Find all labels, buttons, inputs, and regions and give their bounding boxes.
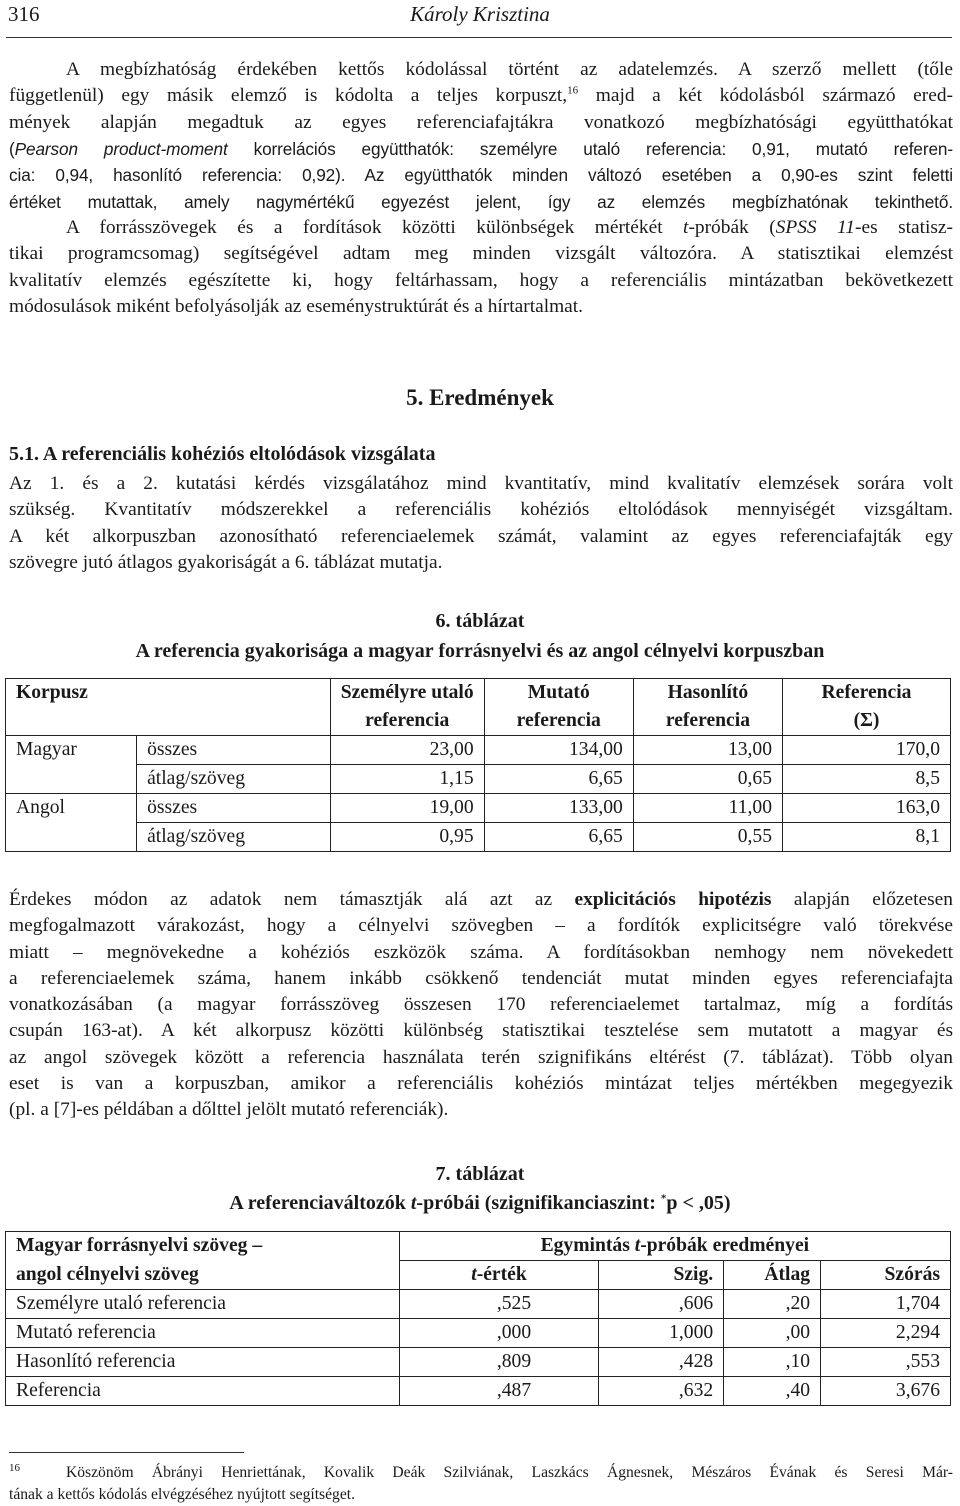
col-header-szoras: Szórás bbox=[821, 1261, 951, 1290]
cell: 1,000 bbox=[599, 1319, 724, 1348]
header-divider bbox=[6, 37, 952, 38]
col-header: Referencia bbox=[783, 679, 951, 708]
row-label: átlag/szöveg bbox=[137, 765, 331, 794]
text-line: tikai programcsomag) segítségével adtam meg minden vizsgált változóra. A statisztikai elemzést bbox=[9, 243, 954, 265]
cell: ,40 bbox=[724, 1377, 821, 1406]
row-label: összes bbox=[137, 794, 331, 823]
text-line: csupán 163-at). A két alkorpusz közötti különbség statisztikai tesztelése sem mutatott a magyar és bbox=[9, 1020, 953, 1042]
cell: ,428 bbox=[599, 1348, 724, 1377]
footnote-divider bbox=[9, 1452, 244, 1453]
page-number: 316 bbox=[8, 2, 40, 26]
footnote-ref: 16 bbox=[567, 84, 579, 97]
table-row bbox=[6, 1319, 951, 1348]
cell: ,525 bbox=[399, 1290, 599, 1319]
cell: 133,00 bbox=[484, 794, 633, 823]
cell: 23,00 bbox=[330, 736, 484, 765]
cell: 0,95 bbox=[330, 823, 484, 852]
text-line: A két alkorpuszban azonosítható referenciaelemek számát, valamint az egyes referenciafajták egy bbox=[9, 525, 953, 547]
cell: 11,00 bbox=[633, 794, 782, 823]
results-paragraph bbox=[9, 471, 953, 576]
table-row bbox=[6, 736, 951, 765]
cell: ,10 bbox=[724, 1348, 821, 1377]
text-line: értéket mutattak, amely nagymértékű egyezést jelent, így az elemzés megbízhatónak tekinthető. bbox=[9, 191, 953, 212]
cell: 0,55 bbox=[633, 823, 782, 852]
text-line: megfogalmazott várakozást, hogy a célnyelvi szövegben – a fordítók explicitségre való törekvése bbox=[9, 915, 953, 937]
row-group-label: Magyar bbox=[6, 736, 137, 794]
table-header-row bbox=[6, 1232, 951, 1261]
methods-paragraph-sans bbox=[9, 136, 953, 215]
row-label: Mutató referencia bbox=[6, 1319, 400, 1348]
row-label: Hasonlító referencia bbox=[6, 1348, 400, 1377]
text-line: szövegre jutó átlagos gyakoriságát a 6. táblázat mutatja. bbox=[9, 551, 443, 573]
row-group-label: Angol bbox=[6, 794, 137, 852]
col-header-group: Egymintás t-próbák eredményei bbox=[399, 1232, 950, 1261]
table-row bbox=[6, 765, 951, 794]
footnote-number: 16 bbox=[9, 1461, 20, 1474]
cell: 8,5 bbox=[783, 765, 951, 794]
table-header-row bbox=[6, 1261, 951, 1290]
text-line: miatt – megnövekedne a kohéziós eszközök száma. A fordításokban nemhogy nem növekedett bbox=[9, 941, 953, 963]
table-row bbox=[6, 1348, 951, 1377]
text-line: mények alapján megadtuk az egyes referenciafajtákra vonatkozó megbízhatósági együtthatókat bbox=[9, 111, 953, 133]
row-label: összes bbox=[137, 736, 331, 765]
cell: 3,676 bbox=[821, 1377, 951, 1406]
table6-caption: A referencia gyakorisága a magyar forrásnyelvi és az angol célnyelvi korpuszban bbox=[135, 640, 825, 662]
text-line: kvalitatív elemzés egészítette ki, hogy feltárhassam, hogy a referenciális mintázatban bekövetkezett bbox=[9, 269, 953, 291]
text-line: függetlenül) egy másik elemző is kódolta a teljes korpuszt,$^{16}$ majd a két kódolásból származó ered- bbox=[9, 84, 953, 107]
table-row bbox=[6, 1377, 951, 1406]
cell: 170,0 bbox=[783, 736, 951, 765]
cell: 6,65 bbox=[484, 823, 633, 852]
discussion-paragraph bbox=[9, 887, 953, 1124]
cell: 6,65 bbox=[484, 765, 633, 794]
text-line: módosulások miként befolyásolják az eseménystruktúrát és a hírtartalmat. bbox=[9, 295, 584, 317]
table-row bbox=[6, 823, 951, 852]
cell: 8,1 bbox=[783, 823, 951, 852]
footnote bbox=[9, 1462, 953, 1506]
cell: 134,00 bbox=[484, 736, 633, 765]
col-header-atlag: Átlag bbox=[724, 1261, 821, 1290]
col-header-szig: Szig. bbox=[599, 1261, 724, 1290]
table6 bbox=[5, 678, 951, 852]
cell: 19,00 bbox=[330, 794, 484, 823]
section-title: 5. Eredmények bbox=[406, 385, 554, 410]
table-header-row bbox=[6, 679, 951, 708]
table-row bbox=[6, 1290, 951, 1319]
col-header-t-ertek: t-érték bbox=[399, 1261, 599, 1290]
text-line: (pl. a [7]-es példában a dőlttel jelölt mutató referenciák). bbox=[9, 1099, 449, 1121]
cell: 163,0 bbox=[783, 794, 951, 823]
text-line: tának a kettős kódolás elvégzéséhez nyújtott segítséget. bbox=[9, 1486, 355, 1503]
text-line: $^{16}$ Köszönöm Ábrányi Henriettának, Kovalik Deák Szilviának, Laszkács Ágnesnek, Mészáros Évának és Seresi Már- bbox=[9, 1461, 953, 1481]
text-line: vonatkozásában (a magyar forrásszöveg összesen 170 referenciaelemet tartalmaz, míg a fordítás bbox=[9, 994, 953, 1016]
text-line: a referenciaelemek száma, hanem inkább csökkenő tendenciát mutat minden egyes referenciafajta bbox=[9, 967, 953, 989]
cell: 1,704 bbox=[821, 1290, 951, 1319]
table7 bbox=[5, 1231, 951, 1406]
row-label: átlag/szöveg bbox=[137, 823, 331, 852]
col-header: referencia bbox=[484, 707, 633, 736]
subsection-title: 5.1. A referenciális kohéziós eltolódások vizsgálata bbox=[9, 443, 436, 465]
cell: 2,294 bbox=[821, 1319, 951, 1348]
row-label: Referencia bbox=[6, 1377, 400, 1406]
cell: ,606 bbox=[599, 1290, 724, 1319]
col-header-left: Magyar forrásnyelvi szöveg – bbox=[6, 1232, 400, 1261]
text-line: (Pearson product-moment korrelációs együtthatók: személyre utaló referencia: 0,91, mutató referen- bbox=[9, 139, 954, 159]
cell: ,487 bbox=[399, 1377, 599, 1406]
text-line: szükség. Kvantitatív módszerekkel a referenciális kohéziós eltolódások mennyiségét vizsgáltam. bbox=[9, 499, 953, 521]
table6-number: 6. táblázat bbox=[435, 610, 525, 632]
col-header: Személyre utaló bbox=[330, 679, 484, 708]
cell: ,20 bbox=[724, 1290, 821, 1319]
cell: ,000 bbox=[399, 1319, 599, 1348]
col-header-left: angol célnyelvi szöveg bbox=[6, 1261, 400, 1290]
methods-paragraph-ttest bbox=[9, 215, 953, 320]
text-line: A forrásszövegek és a fordítások közötti különbségek mértékét t-próbák (SPSS 11-es statisz- bbox=[66, 217, 953, 238]
text-line: cia: 0,94, hasonlító referencia: 0,92). Az együtthatók minden változó esetében a 0,90-es szint feletti bbox=[9, 165, 953, 186]
col-header: referencia bbox=[633, 707, 782, 736]
col-header: (Σ) bbox=[783, 707, 951, 736]
cell: 13,00 bbox=[633, 736, 782, 765]
cell: ,632 bbox=[599, 1377, 724, 1406]
text-line: eset is van a korpuszban, amikor a referenciális kohéziós mintázat teljes mértékben megegyezik bbox=[9, 1073, 953, 1095]
row-label: Személyre utaló referencia bbox=[6, 1290, 400, 1319]
table7-number: 7. táblázat bbox=[435, 1163, 525, 1185]
col-header: Mutató bbox=[484, 679, 633, 708]
col-header-korpusz: Korpusz bbox=[6, 679, 331, 736]
text-line: az angol szövegek között a referencia használata terén szignifikáns eltérést (7. táblázat). Több olyan bbox=[9, 1046, 953, 1068]
table7-caption: A referenciaváltozók t-próbái (szignifikanciaszint: *p < ,05) bbox=[229, 1192, 731, 1214]
cell: ,553 bbox=[821, 1348, 951, 1377]
cell: ,809 bbox=[399, 1348, 599, 1377]
methods-paragraph-serif bbox=[9, 57, 953, 136]
col-header: Hasonlító bbox=[633, 679, 782, 708]
col-header: referencia bbox=[330, 707, 484, 736]
text-line: Érdekes módon az adatok nem támasztják alá azt az explicitációs hipotézis alapján előzetesen bbox=[9, 889, 953, 910]
text-line: Az 1. és a 2. kutatási kérdés vizsgálatához mind kvantitatív, mind kvalitatív elemzések sorára volt bbox=[9, 473, 953, 494]
cell: 0,65 bbox=[633, 765, 782, 794]
cell: ,00 bbox=[724, 1319, 821, 1348]
running-header-author: Károly Krisztina bbox=[410, 2, 550, 26]
cell: 1,15 bbox=[330, 765, 484, 794]
table-row bbox=[6, 794, 951, 823]
text-line: A megbízhatóság érdekében kettős kódolással történt az adatelemzés. A szerző mellett (tőle bbox=[66, 59, 953, 80]
